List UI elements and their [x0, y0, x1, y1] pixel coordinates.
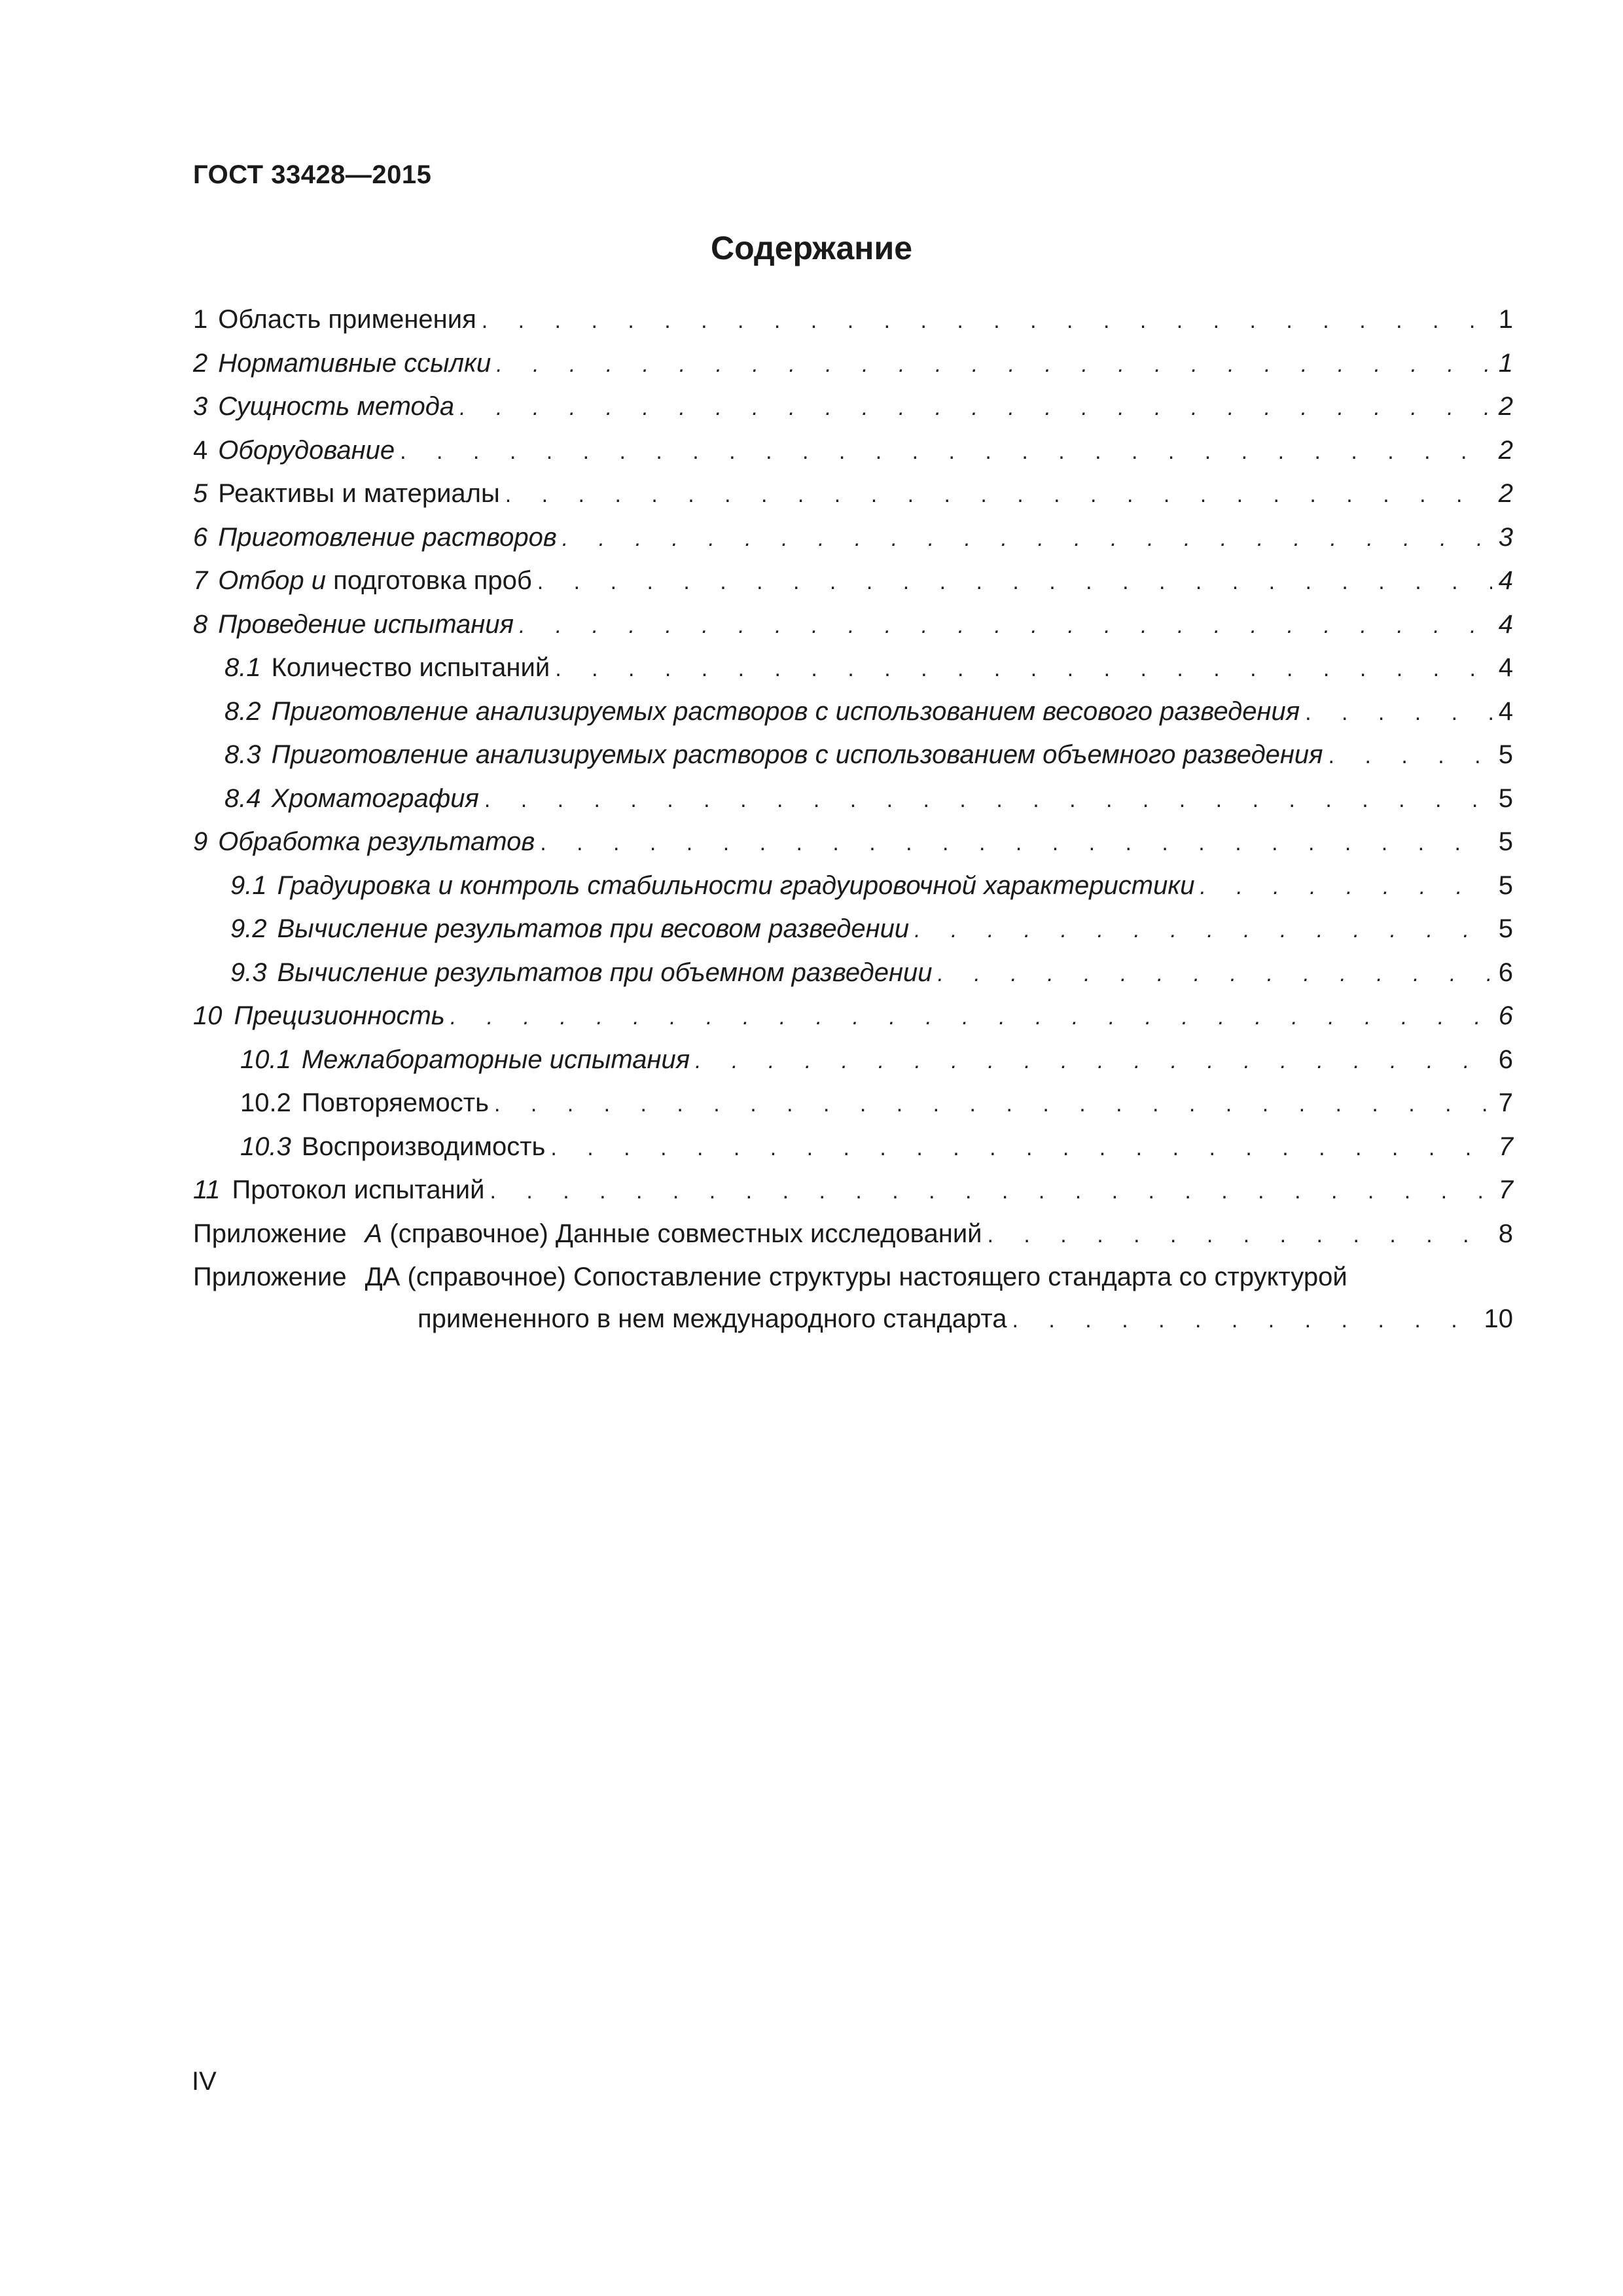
- dot-leader: [914, 908, 1492, 952]
- dot-leader: [482, 299, 1492, 343]
- toc-number: 2: [193, 348, 208, 378]
- toc-entry[interactable]: [193, 820, 1513, 864]
- toc-entry[interactable]: [193, 516, 1513, 560]
- dot-leader: [484, 778, 1492, 822]
- toc-page: 7: [1498, 1132, 1513, 1161]
- appendix-title: (справочное) Данные совместных исследований: [382, 1219, 982, 1248]
- toc-page: 1: [1498, 348, 1513, 378]
- toc-number: 8.3: [224, 740, 261, 769]
- toc-number: 11: [193, 1175, 221, 1204]
- document-header: ГОСТ 33428—2015: [193, 160, 432, 189]
- dot-leader: [1305, 691, 1492, 735]
- toc-number: 5: [193, 479, 208, 508]
- toc-entry[interactable]: [193, 1081, 1513, 1125]
- dot-leader: [496, 343, 1492, 387]
- toc-page: 4: [1498, 653, 1513, 682]
- toc-number: 1: [193, 305, 208, 334]
- toc-entry[interactable]: [193, 777, 1513, 821]
- dot-leader: [695, 1039, 1492, 1083]
- dot-leader: [400, 430, 1492, 474]
- toc-title: Содержание: [710, 230, 913, 266]
- toc-appendix-a[interactable]: [193, 1212, 1513, 1256]
- toc-page: 10: [1484, 1304, 1513, 1333]
- toc-number: 9.3: [230, 958, 267, 987]
- toc-entry-title: Количество испытаний: [271, 653, 550, 682]
- toc-page: 4: [1498, 609, 1513, 639]
- dot-leader: [505, 473, 1492, 517]
- toc-entry[interactable]: [193, 472, 1513, 516]
- dot-leader: [562, 517, 1492, 561]
- toc-page: 1: [1498, 305, 1513, 334]
- toc-page: 2: [1498, 479, 1513, 508]
- toc-entry-title: Обработка результатов: [218, 827, 535, 856]
- toc-entry-title-italic-part: Отбор и: [218, 566, 327, 595]
- toc-entry-title: Приготовление анализируемых растворов с использованием весового разведения: [271, 696, 1300, 726]
- toc-page: 4: [1498, 566, 1513, 595]
- appendix-letter: ДА: [365, 1263, 401, 1291]
- toc-page: 4: [1498, 696, 1513, 726]
- toc-entry-title: Оборудование: [218, 435, 395, 465]
- dot-leader: [490, 1170, 1492, 1213]
- dot-leader: [537, 560, 1492, 604]
- toc-page: 5: [1498, 783, 1513, 813]
- dot-leader: [938, 952, 1492, 996]
- appendix-title-line1: (справочное) Сопоставление структуры настоящего стандарта со структурой: [400, 1263, 1347, 1291]
- toc-number: 8.4: [224, 783, 261, 813]
- toc-page: 2: [1498, 392, 1513, 421]
- toc-entry-title: Межлабораторные испытания: [301, 1045, 690, 1074]
- toc-page: 5: [1498, 870, 1513, 900]
- dot-leader: [494, 1083, 1492, 1126]
- toc-entry-title: Хроматография: [271, 783, 479, 813]
- toc-page: 5: [1498, 827, 1513, 856]
- toc-entry[interactable]: [193, 994, 1513, 1038]
- toc-page: 5: [1498, 740, 1513, 769]
- toc-entry[interactable]: [193, 385, 1513, 429]
- toc-page: 8: [1498, 1219, 1513, 1248]
- dot-leader: [988, 1213, 1492, 1257]
- toc-entry[interactable]: [193, 907, 1513, 951]
- toc-entry-title: Повторяемость: [301, 1088, 489, 1117]
- toc-number: 8.1: [224, 653, 261, 682]
- appendix-label: Приложение: [193, 1263, 347, 1291]
- toc-number: 4: [193, 435, 208, 465]
- toc-number: 6: [193, 522, 208, 552]
- toc-entry[interactable]: [193, 1038, 1513, 1082]
- toc-entry[interactable]: [193, 342, 1513, 386]
- toc-entry[interactable]: [193, 733, 1513, 777]
- toc-page: 7: [1498, 1175, 1513, 1204]
- toc-number: 3: [193, 392, 208, 421]
- dot-leader: [459, 386, 1492, 430]
- toc-entry-title: Прецизионность: [234, 1001, 445, 1030]
- toc-number: 10.2: [240, 1088, 291, 1117]
- toc-entry-title: Воспроизводимость: [301, 1132, 546, 1161]
- appendix-letter: А: [365, 1219, 383, 1248]
- toc-appendix-da[interactable]: [193, 1255, 1513, 1338]
- toc-page: 3: [1498, 522, 1513, 552]
- toc-number: 9.2: [230, 914, 267, 943]
- page-number: IV: [192, 2067, 217, 2096]
- dot-leader: [1200, 865, 1492, 909]
- toc-number: 10.1: [240, 1045, 291, 1074]
- dot-leader: [1329, 734, 1492, 778]
- dot-leader: [519, 604, 1492, 648]
- toc-number: 9.1: [230, 870, 267, 900]
- toc-entry[interactable]: [193, 559, 1513, 603]
- dot-leader: [450, 996, 1492, 1039]
- toc-entry[interactable]: [193, 646, 1513, 690]
- toc-page: 5: [1498, 914, 1513, 943]
- appendix-da-line1: [193, 1255, 1513, 1299]
- toc-page: 7: [1498, 1088, 1513, 1117]
- toc-entry-title: Приготовление растворов: [218, 522, 557, 552]
- toc-entry-title-regular-part: подготовка проб: [326, 566, 532, 595]
- toc-entry-title: Реактивы и материалы: [218, 479, 500, 508]
- toc-entry[interactable]: [193, 603, 1513, 647]
- toc-entry[interactable]: [193, 951, 1513, 995]
- toc-entry-title: Проведение испытания: [218, 609, 514, 639]
- toc-number: 10: [193, 1001, 223, 1030]
- toc-entry[interactable]: [193, 690, 1513, 734]
- appendix-title-line2: примененного в нем международного стандарта: [418, 1304, 1007, 1333]
- dot-leader: [540, 821, 1492, 865]
- toc-entry[interactable]: [193, 429, 1513, 473]
- toc-page: 6: [1498, 1001, 1513, 1030]
- toc-entry-title: Нормативные ссылки: [218, 348, 491, 378]
- dot-leader: [555, 647, 1492, 691]
- toc-number: 8.2: [224, 696, 261, 726]
- toc-number: 7: [193, 566, 208, 595]
- toc-entry-title: Протокол испытаний: [232, 1175, 485, 1204]
- toc-number: 9: [193, 827, 208, 856]
- toc-entry-title: Сущность метода: [218, 392, 455, 421]
- dot-leader: [550, 1126, 1492, 1170]
- appendix-da-line2: [193, 1299, 1513, 1338]
- table-of-contents: [193, 298, 1513, 1338]
- toc-number: 8: [193, 609, 208, 639]
- toc-number: 10.3: [240, 1132, 291, 1161]
- toc-entry-title: Область применения: [218, 305, 476, 334]
- toc-entry[interactable]: [193, 1125, 1513, 1169]
- toc-entry-title: Вычисление результатов при весовом разведении: [277, 914, 910, 943]
- dot-leader: [1012, 1300, 1476, 1340]
- toc-entry-title: Вычисление результатов при объемном разведении: [277, 958, 933, 987]
- toc-entry-title: Приготовление анализируемых растворов с использованием объемного разведения: [271, 740, 1323, 769]
- toc-entry[interactable]: [193, 298, 1513, 342]
- appendix-label: Приложение: [193, 1219, 347, 1248]
- toc-entry[interactable]: [193, 1168, 1513, 1212]
- toc-page: 2: [1498, 435, 1513, 465]
- toc-page: 6: [1498, 958, 1513, 987]
- toc-entry-title: Градуировка и контроль стабильности градуировочной характеристики: [277, 870, 1195, 900]
- toc-entry[interactable]: [193, 864, 1513, 908]
- toc-page: 6: [1498, 1045, 1513, 1074]
